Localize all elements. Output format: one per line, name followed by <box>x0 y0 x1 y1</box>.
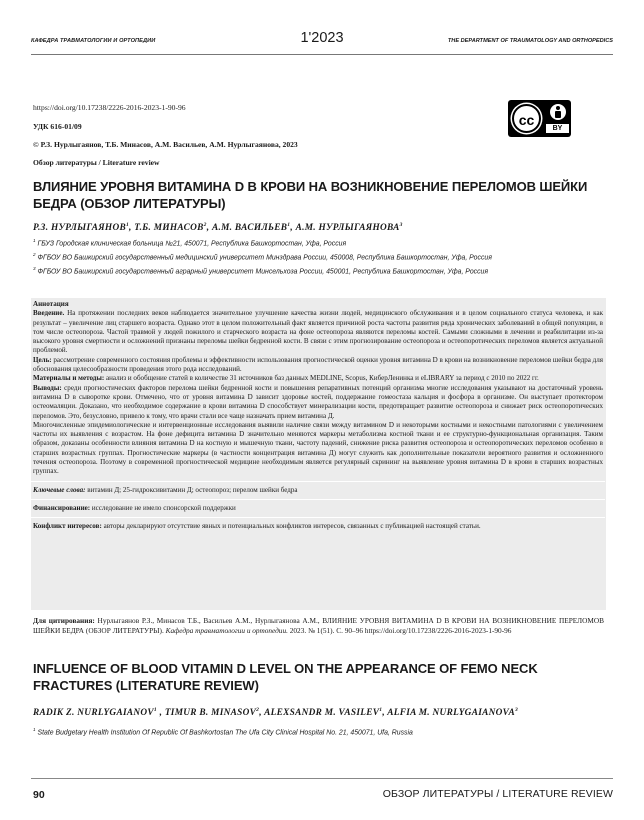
section-label: Материалы и методы: <box>33 374 105 383</box>
affiliation-number: 2 <box>33 251 36 257</box>
author-affiliation-mark: 1 <box>153 707 157 713</box>
author-separator: , <box>156 708 165 719</box>
section-text: анализ и обобщение статей в количестве 31 источников баз данных MEDLINE, Scopus, КиберЛенинка и eLIBRARY за период с 2010 по 2022 гг. <box>104 374 539 383</box>
affiliation <box>33 250 605 262</box>
cc-by-license-badge[interactable] <box>508 100 571 137</box>
author-separator: , <box>382 708 388 719</box>
author-separator: , <box>206 223 212 234</box>
author-list-ru <box>33 222 403 233</box>
citation-label: Для цитирования: <box>33 616 95 625</box>
author-name: Р.З. НУРЛЫГАЯНОВ <box>33 223 126 234</box>
author-name: А.М. ВАСИЛЬЕВ <box>211 223 288 234</box>
conflict-of-interest <box>33 522 603 531</box>
running-header <box>31 30 613 46</box>
footer-section-title: ОБЗОР ЛИТЕРАТУРЫ / LITERATURE REVIEW <box>382 788 613 800</box>
abstract-divider <box>31 517 605 518</box>
footer-divider <box>31 778 613 779</box>
author-name: TIMUR B. MINASOV <box>164 708 257 719</box>
affiliation <box>33 725 605 737</box>
abstract-aim <box>33 356 603 375</box>
author-name: ALFIA M. NURLYGAIANOVA <box>387 708 515 719</box>
author-affiliation-mark: 2 <box>203 222 207 228</box>
abstract-methods <box>33 374 603 383</box>
creative-commons-icon: cc <box>512 104 541 133</box>
keywords-text: витамин Д; 25-гидроксивитамин Д; остеопороз; перелом шейки бедра <box>85 485 298 494</box>
affiliation-text: State Budgetary Health Institution Of Republic Of Bashkortostan The Ufa City Clinical Hospital No. 21, 450071, Ufa, Russia <box>35 729 413 737</box>
funding-label: Финансирование: <box>33 503 91 512</box>
keywords-label: Ключевые слова: <box>33 485 86 494</box>
header-issue: 1'2023 <box>300 30 344 46</box>
affiliation-text: ФГБОУ ВО Башкирский государственный аграрный университет Минсельхоза России, 450001, Республика Башкортостан, Уфа, Россия <box>35 268 489 276</box>
header-divider <box>31 54 613 55</box>
citation-tail[interactable]: 2023. № 1(51). С. 90–96 https://doi.org/10.17238/2226-2016-2023-1-90-96 <box>287 625 512 635</box>
affiliations-ru <box>33 236 605 278</box>
author-affiliation-mark: 3 <box>514 707 519 713</box>
copyright: © Р.З. Нурлыгаянов, Т.Б. Минасов, А.М. Васильев, А.М. Нурлыгаянова, 2023 <box>33 140 298 149</box>
affiliations-en <box>33 725 605 739</box>
conflict-label: Конфликт интересов: <box>33 522 102 531</box>
author-name: ALEXSANDR M. VASILEV <box>264 708 380 719</box>
affiliation-number: 1 <box>33 727 36 732</box>
affiliation-text: ГБУЗ Городская клиническая больница №21, 450071, Республика Башкортостан, Уфа, Россия <box>35 240 347 248</box>
section-label: Цель: <box>33 355 52 364</box>
author-name: RADIK Z. NURLYGAIANOV <box>33 708 154 719</box>
author-affiliation-mark: 1 <box>287 222 291 228</box>
header-department-en: THE DEPARTMENT OF TRAUMATOLOGY AND ORTHOPEDICS <box>447 38 613 44</box>
citation-journal: Кафедра травматологии и ортопедии. <box>165 625 288 635</box>
section-label: Введение. <box>33 309 65 318</box>
udk-code: УДК 616-01/09 <box>33 122 82 131</box>
abstract-divider <box>31 481 605 482</box>
author-name: А.М. НУРЛЫГАЯНОВА <box>295 223 400 234</box>
article-title-ru: ВЛИЯНИЕ УРОВНЯ ВИТАМИНА D В КРОВИ НА ВОЗНИКНОВЕНИЕ ПЕРЕЛОМОВ ШЕЙКИ БЕДРА (ОБЗОР ЛИТЕРАТУРЫ) <box>33 179 588 211</box>
abstract-conclusions-continued: Многочисленные эпидемиологические и интервенционные исследования выявили наличие связи между витамином D и некоторыми костными и некостными патологиями с увеличением частоты их выявления с возрастом. На фоне дефицита витамина D значительно меняются маркеры метаболизма костной ткани и ее структурно-функциональная организация. Таким образом, доказаны особенности влияния витамина D на костную и мышечную ткани, частоту падений, снижение риска развития остеопороза и остеопоротических переломов особенно в старших возрастных группах. Прогностические маркеры (в частности концентрация витамина Д) могут служить как дополнительные показатели вероятного развития и осложненного течения остеопороза. Поэтому в современной прогностической медицине необходимым является регулярный скрининг на выявление уровня витамина D в крови в старших возрастных группах. <box>33 420 603 476</box>
section-text: среди прогностических факторов перелома шейки бедренной кости и повышения репаративных потенций организма многие исследования указывают на достаточный уровень витамина D в сыворотке крови. Отмечено, что от уровня витамина D зависит здоровье костей, поддержание гомеостаза кальция и фосфора в организме. Он выступает протектором остеомаляции. Доказано, что необходимое содержание в крови витамина D способствует минерализации кости, предотвращает развитие остеопороза и снижает риск остеопоротических переломов. Это, безусловно, привело к тому, что врачи стали все чаще назначать прием витамина Д. <box>33 383 603 420</box>
article-title-en: INFLUENCE OF BLOOD VITAMIN D LEVEL ON THE APPEARANCE OF FEMO NECK FRACTURES (LITERATURE REVIEW) <box>33 661 538 693</box>
author-affiliation-mark: 2 <box>256 707 260 713</box>
author-separator: , <box>290 223 296 234</box>
doi-link[interactable]: https://doi.org/10.17238/2226-2016-2023-1-90-96 <box>33 103 186 112</box>
section-label: Выводы: <box>33 383 62 392</box>
funding-text: исследование не имело спонсорской поддержки <box>90 503 236 512</box>
header-department-ru: КАФЕДРА ТРАВМАТОЛОГИИ И ОРТОПЕДИИ <box>31 38 156 44</box>
author-name: Т.Б. МИНАСОВ <box>134 223 204 234</box>
affiliation-number: 1 <box>33 238 36 243</box>
affiliation <box>33 236 605 248</box>
abstract-introduction <box>33 309 603 355</box>
abstract-panel <box>31 298 606 610</box>
author-list-en <box>33 707 518 718</box>
keywords <box>33 486 603 495</box>
author-separator: , <box>129 223 135 234</box>
conflict-text: авторы декларируют отсутствие явных и потенциальных конфликтов интересов, связанных с публикацией настоящей статьи. <box>101 522 481 531</box>
section-text: На протяжении последних веков наблюдается значительное улучшение качества жизни людей, медицинского обслуживания и в целом социального статуса человека, и как результат – увеличение лиц старшего возраста. Однако этот в целом положительный факт является причиной роста частоты развития ряда хронических заболеваний в общей популяции, в том числе остеопороза. Частой травмой у людей пожилого и старческого возраста на фоне остеопороза являются переломы костей. Самыми сложными в лечении и реабилитации из-за высокого уровня смертности и осложнений признаны переломы шейки бедренной кости. В связи с этим прогнозирование остеопороза и остеопоротических переломов является актуальной проблемой. <box>33 309 603 355</box>
funding <box>33 504 603 513</box>
section-text: рассмотрение современного состояния проблемы и эффективности использования прогностической оценки уровня витамина D в крови на возникновение переломов шейки бедра для обоснования целесообразности проведения этого рода исследований. <box>33 355 603 374</box>
abstract-divider <box>31 499 605 500</box>
affiliation-number: 3 <box>33 265 36 271</box>
affiliation <box>33 264 605 276</box>
abstract-heading: Аннотация <box>33 300 69 308</box>
by-label: BY <box>546 124 569 133</box>
page-number: 90 <box>33 789 45 801</box>
citation-text: Нурлыгаянов Р.З., Минасов Т.Б., Васильев А.М., Нурлыгаянова А.М., ВЛИЯНИЕ УРОВНЯ ВИТАМИНА D В КРОВИ НА ВОЗНИКНОВЕНИЕ ПЕРЕЛОМОВ ШЕЙКИ БЕДРА (ОБЗОР ЛИТЕРАТУРЫ). <box>33 616 605 635</box>
article-type: Обзор литературы / Literature review <box>33 158 160 167</box>
author-affiliation-mark: 1 <box>379 707 383 713</box>
author-separator: , <box>259 708 265 719</box>
abstract-conclusions <box>33 384 603 421</box>
affiliation-text: ФГБОУ ВО Башкирский государственный медицинский университет Минздрава России, 450008, Республика Башкортостан, Уфа, Россия <box>35 254 492 262</box>
citation-block <box>33 616 604 635</box>
author-affiliation-mark: 3 <box>399 222 403 228</box>
attribution-person-icon <box>550 104 566 120</box>
author-affiliation-mark: 1 <box>125 222 130 228</box>
